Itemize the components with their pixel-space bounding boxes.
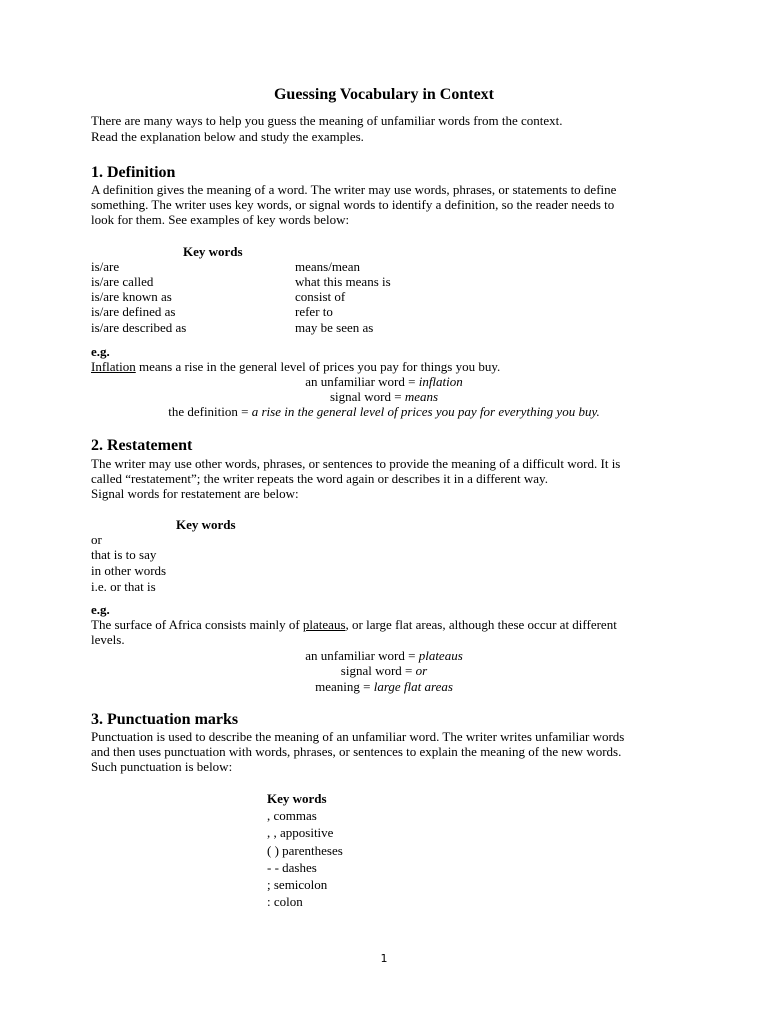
key-word: or — [91, 532, 102, 547]
key-word-right: means/mean — [295, 259, 360, 274]
key-words-label: Key words — [176, 517, 236, 532]
example-pre: The surface of Africa consists mainly of — [91, 617, 303, 632]
body-line: A definition gives the meaning of a word. The writer may use words, phrases, or statements to define — [91, 182, 617, 197]
key-word-left: is/are described as — [91, 320, 187, 335]
definition-line — [0, 404, 768, 419]
intro-line: There are many ways to help you guess the meaning of unfamiliar words from the context. — [91, 113, 563, 128]
key-word: ( ) parentheses — [267, 843, 343, 858]
example-rest: means a rise in the general level of prices you pay for things you buy. — [135, 359, 501, 374]
definition-value: a rise in the general level of prices you pay for everything you buy. — [251, 404, 600, 419]
example-sentence — [91, 617, 617, 632]
key-word-right: may be seen as — [295, 320, 374, 335]
example-word: plateaus — [302, 617, 346, 632]
page-number: 1 — [380, 952, 388, 965]
unfamiliar-label: an unfamiliar word = — [305, 374, 419, 389]
key-word: - - dashes — [267, 860, 317, 875]
key-word-right: consist of — [295, 289, 346, 304]
key-word-right: refer to — [295, 304, 333, 319]
signal-label: signal word = — [329, 389, 405, 404]
section-heading-restatement: 2. Restatement — [91, 437, 193, 454]
key-words-label: Key words — [183, 244, 243, 259]
section-heading-definition: 1. Definition — [91, 164, 176, 181]
example-sentence-line2: levels. — [91, 632, 125, 647]
example-word: Inflation — [91, 359, 136, 374]
key-word-left: is/are known as — [91, 289, 172, 304]
key-word-left: is/are defined as — [91, 304, 176, 319]
body-line: something. The writer uses key words, or signal words to identify a definition, so the reader needs to — [91, 197, 615, 212]
body-line: look for them. See examples of key words below: — [91, 212, 350, 227]
example-post: , or large flat areas, although these occur at different — [345, 617, 617, 632]
intro-line: Read the explanation below and study the examples. — [91, 129, 364, 144]
meaning-line — [0, 679, 768, 694]
key-words-label: Key words — [267, 791, 327, 806]
meaning-value: large flat areas — [373, 679, 453, 694]
signal-word-line — [0, 663, 768, 678]
signal-label: signal word = — [340, 663, 416, 678]
unfamiliar-label: an unfamiliar word = — [305, 648, 419, 663]
page-title: Guessing Vocabulary in Context — [273, 86, 495, 103]
body-line: The writer may use other words, phrases, or sentences to provide the meaning of a difficult word. It is — [91, 456, 621, 471]
key-word-left: is/are — [91, 259, 120, 274]
signal-value: means — [404, 389, 439, 404]
meaning-label: meaning = — [315, 679, 374, 694]
unfamiliar-value: inflation — [418, 374, 463, 389]
definition-label: the definition = — [168, 404, 252, 419]
key-word: : colon — [267, 894, 303, 909]
body-line: Punctuation is used to describe the meaning of an unfamiliar word. The writer writes unfamiliar words — [91, 729, 625, 744]
unfamiliar-word-line — [0, 648, 768, 663]
key-word: ; semicolon — [267, 877, 328, 892]
body-line: called “restatement”; the writer repeats the word again or describes it in a different way. — [91, 471, 548, 486]
body-line: and then uses punctuation with words, phrases, or sentences to explain the meaning of the new words. — [91, 744, 622, 759]
body-line: Signal words for restatement are below: — [91, 486, 299, 501]
unfamiliar-word-line — [0, 374, 768, 389]
key-word: , commas — [267, 808, 317, 823]
key-word-left: is/are called — [91, 274, 154, 289]
key-word: that is to say — [91, 547, 157, 562]
eg-label: e.g. — [91, 344, 110, 359]
key-word: in other words — [91, 563, 167, 578]
key-word: , , appositive — [267, 825, 334, 840]
example-sentence — [91, 359, 500, 374]
unfamiliar-value: plateaus — [418, 648, 463, 663]
signal-word-line — [0, 389, 768, 404]
body-line: Such punctuation is below: — [91, 759, 233, 774]
key-word: i.e. or that is — [91, 579, 156, 594]
eg-label: e.g. — [91, 602, 110, 617]
signal-value: or — [415, 663, 428, 678]
key-word-right: what this means is — [295, 274, 391, 289]
section-heading-punctuation: 3. Punctuation marks — [91, 711, 239, 728]
